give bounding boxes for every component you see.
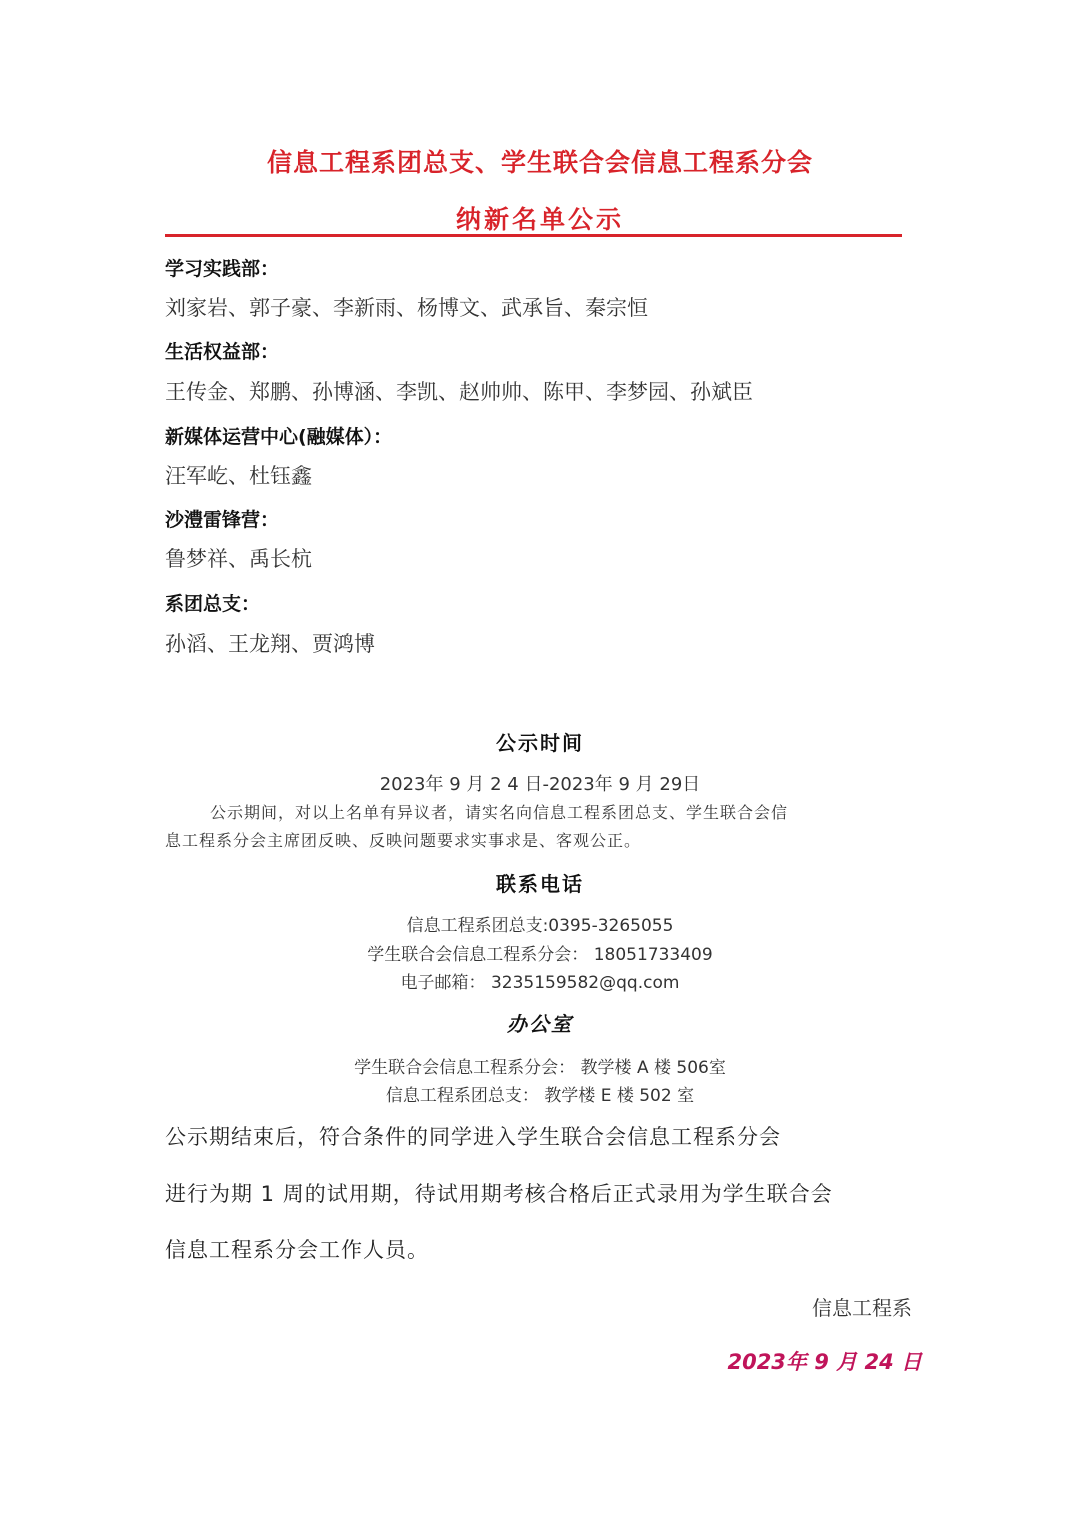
department-members: 鲁梦祥、禹长杭	[165, 547, 312, 571]
publicity-period: 2023年 9 月 2 4 日-2023年 9 月 29日	[379, 774, 701, 795]
office-union: 学生联合会信息工程系分会： 教学楼 A 楼 506室	[354, 1058, 726, 1078]
document-subtitle: 纳新名单公示	[455, 205, 624, 234]
publicity-note-line2: 息工程系分会主席团反映、反映问题要求实事求是、客观公正。	[165, 831, 642, 850]
department-members: 孙滔、王龙翔、贾鸿博	[165, 632, 375, 656]
publicity-note-line1: 公示期间，对以上名单有异议者，请实名向信息工程系团总支、学生联合会信	[210, 803, 789, 822]
contact-phone-league: 信息工程系团总支:0395-3265055	[406, 916, 674, 936]
department-heading: 学习实践部：	[165, 258, 280, 280]
document-title: 信息工程系团总支、学生联合会信息工程系分会	[266, 148, 813, 177]
department-heading: 新媒体运营中心(融媒体）：	[165, 426, 393, 448]
department-heading: 系团总支：	[165, 593, 261, 615]
department-members: 汪军屹、杜钰鑫	[165, 464, 312, 488]
signature-org: 信息工程系	[812, 1296, 912, 1320]
department-members: 刘家岩、郭子豪、李新雨、杨博文、武承旨、秦宗恒	[165, 296, 648, 320]
contact-email[interactable]: 电子邮箱： 3235159582@qq.com	[400, 973, 680, 993]
department-heading: 生活权益部：	[165, 341, 280, 363]
closing-line1: 公示期结束后，符合条件的同学进入学生联合会信息工程系分会	[165, 1125, 781, 1149]
closing-line3: 信息工程系分会工作人员。	[165, 1238, 429, 1262]
department-members: 王传金、郑鹏、孙博涵、李凯、赵帅帅、陈甲、李梦园、孙斌臣	[165, 380, 753, 404]
title-divider	[165, 234, 902, 237]
contact-heading: 联系电话	[496, 872, 584, 896]
publicity-heading: 公示时间	[496, 731, 584, 755]
closing-line2: 进行为期 1 周的试用期，待试用期考核合格后正式录用为学生联合会	[165, 1182, 833, 1206]
office-league: 信息工程系团总支： 教学楼 E 楼 502 室	[385, 1086, 695, 1106]
signature-date: 2023年 9 月 24 日	[727, 1350, 922, 1374]
department-heading: 沙澧雷锋营：	[165, 509, 280, 531]
contact-phone-union: 学生联合会信息工程系分会： 18051733409	[367, 945, 713, 965]
office-heading: 办公室	[507, 1012, 573, 1036]
